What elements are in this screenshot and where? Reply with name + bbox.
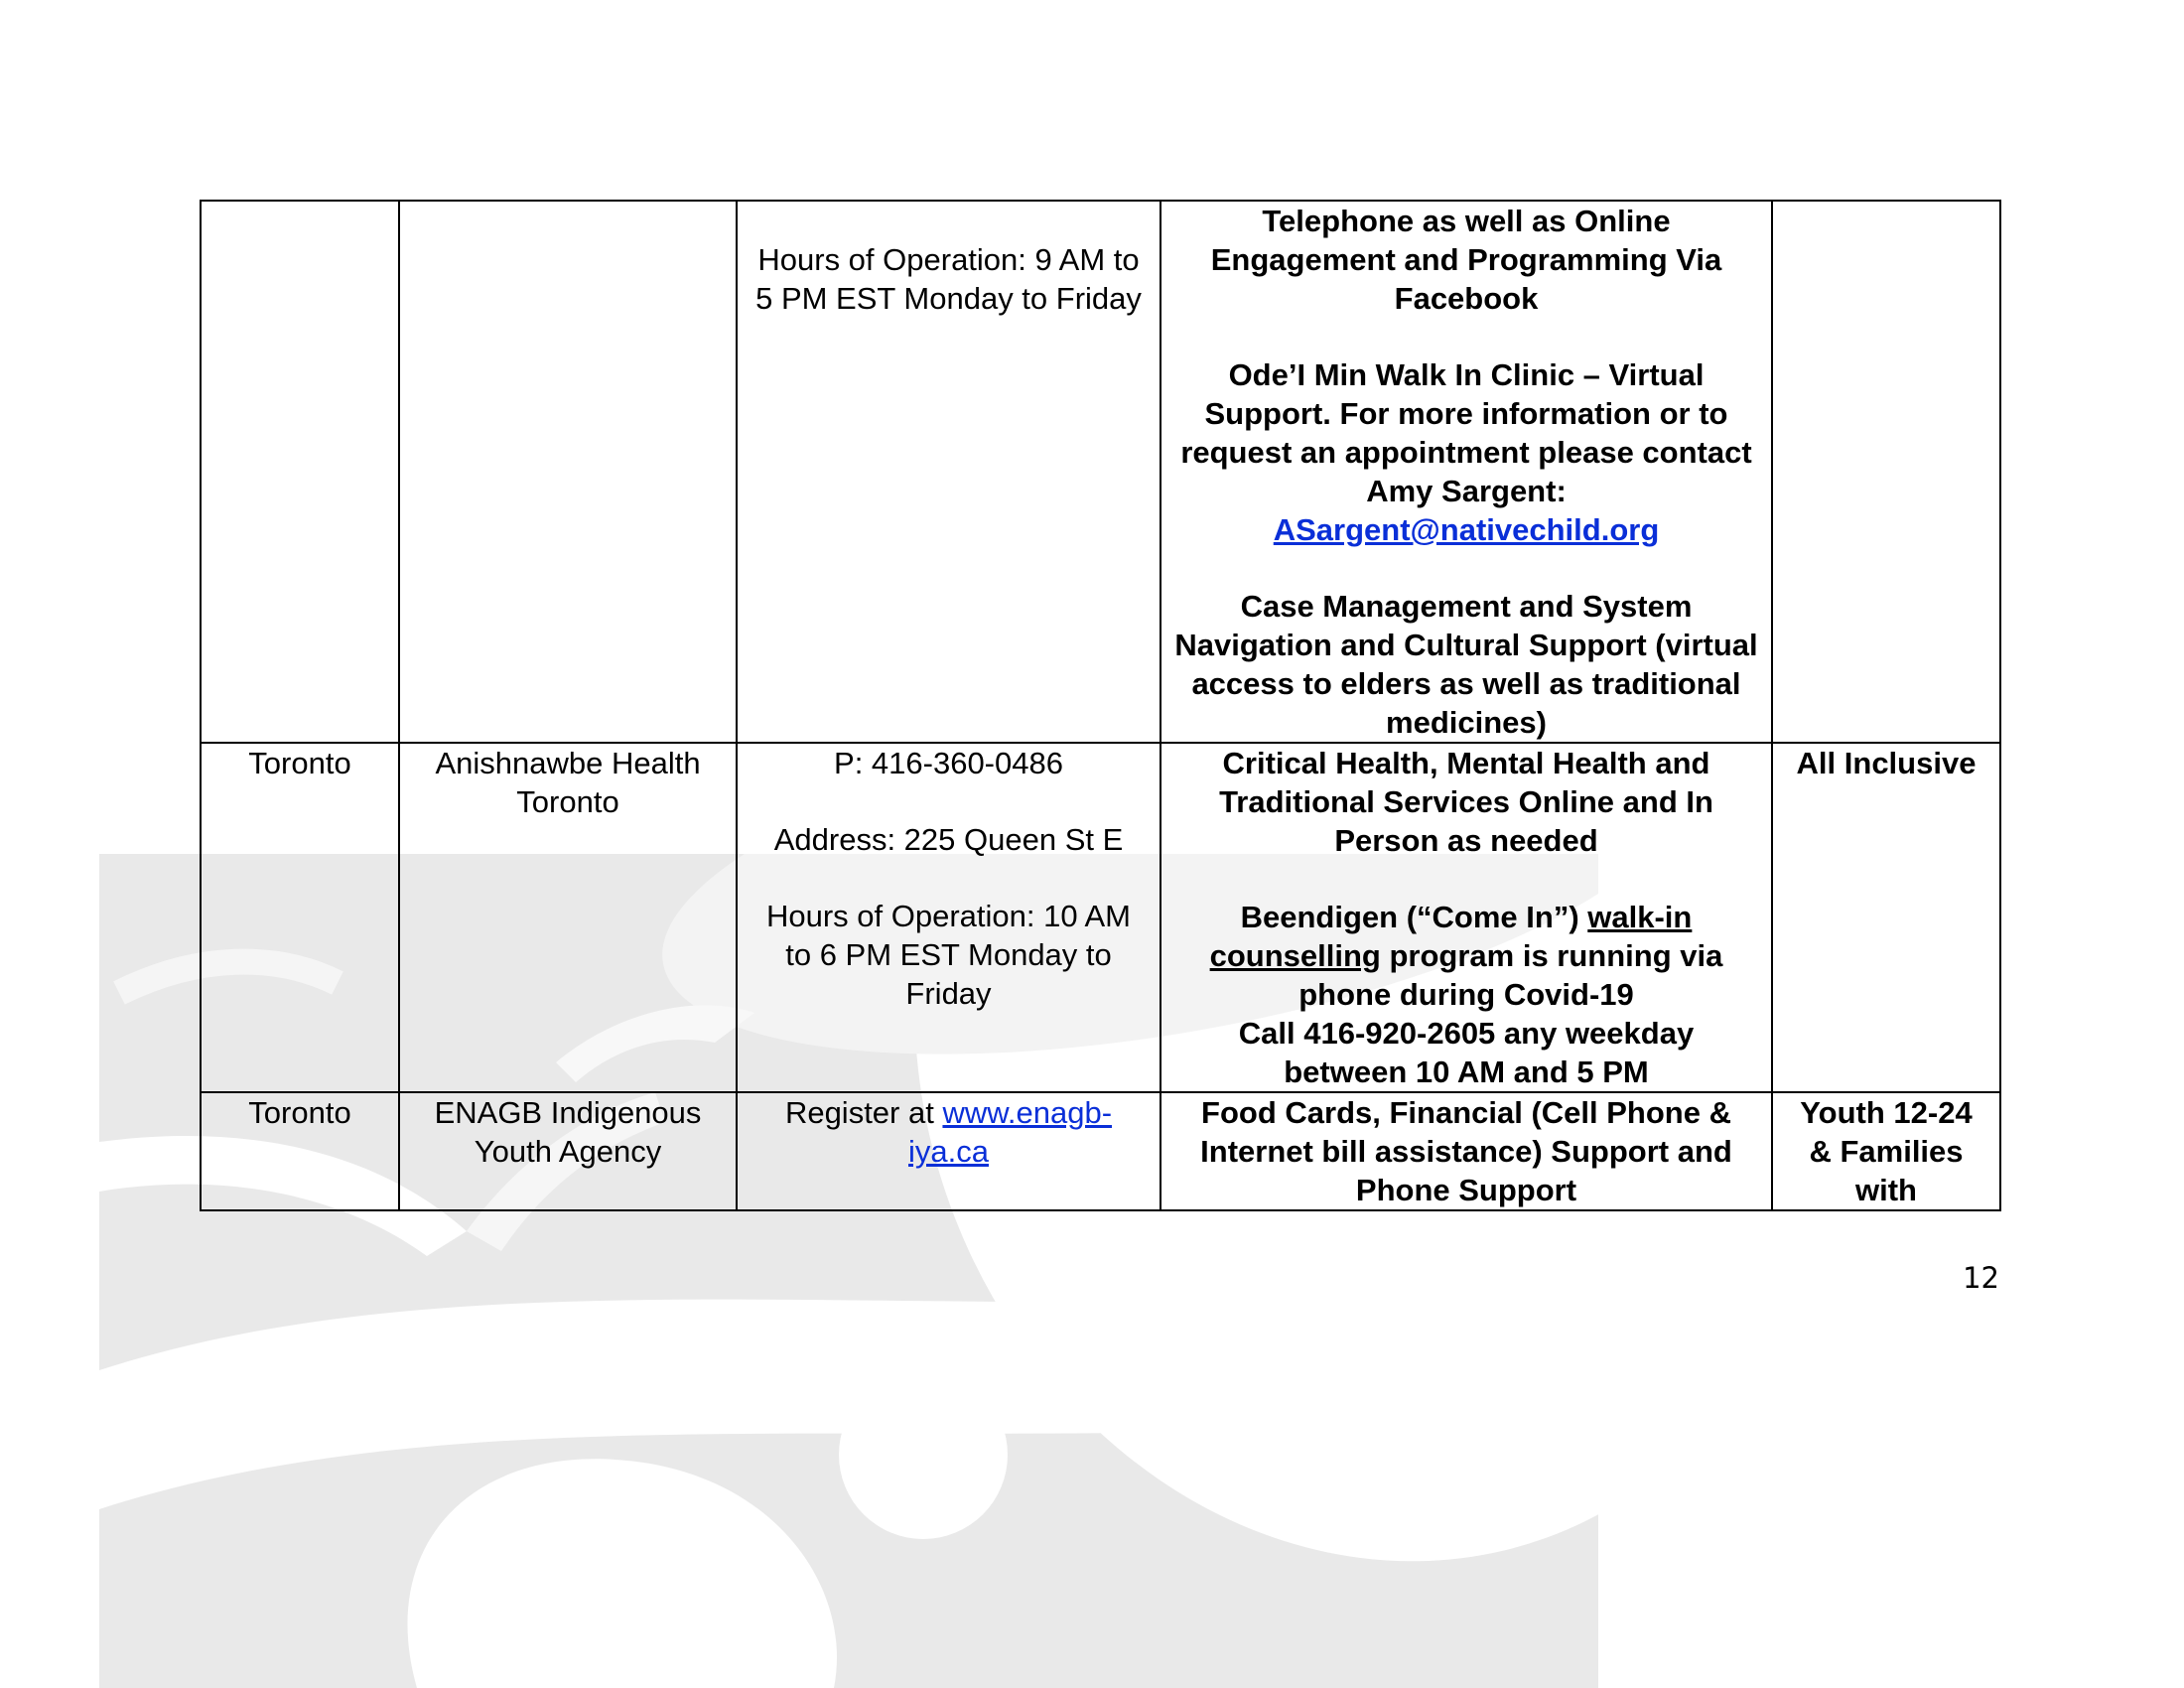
walk-in-counselling-text: walk-in counselling [1209,900,1693,973]
resource-table [200,200,2001,1211]
address-text: Address: 225 Queen St E [773,822,1124,857]
organization-cell: ENAGB Indigenous Youth Agency [399,1092,737,1210]
services-cell [1160,1092,1772,1210]
page-number: 12 [1963,1261,1999,1295]
hours-text: Hours of Operation: 9 AM to 5 PM EST Monday to Friday [755,242,1142,316]
table-row [201,743,2000,1092]
organization-cell [399,201,737,743]
table-row [201,201,2000,743]
contact-cell [737,201,1160,743]
email-link[interactable]: ASargent@nativechild.org [1273,512,1660,547]
region-cell: Toronto [201,1092,399,1210]
services-block: Critical Health, Mental Health and Traditional Services Online and In Person as needed [1219,746,1713,858]
services-block: Telephone as well as Online Engagement and Programming Via Facebook [1210,204,1722,316]
services-cell [1160,201,1772,743]
services-cell [1160,743,1772,1092]
services-block: Call 416-920-2605 any weekday between 10 AM and 5 PM [1238,1016,1695,1089]
contact-cell [737,1092,1160,1210]
population-cell [1772,201,2000,743]
region-cell: Toronto [201,743,399,1092]
table-row [201,1092,2000,1210]
services-block: Food Cards, Financial (Cell Phone & Internet bill assistance) Support and Phone Support [1200,1095,1732,1207]
population-cell: Youth 12-24 & Families with [1772,1092,2000,1210]
website-link[interactable]: www.enagb-iya.ca [908,1095,1113,1169]
population-cell: All Inclusive [1772,743,2000,1092]
organization-cell: Anishnawbe Health Toronto [399,743,737,1092]
register-text: Register at www.enagb-iya.ca [784,1095,1113,1169]
phone-text: P: 416-360-0486 [834,746,1063,780]
contact-cell [737,743,1160,1092]
region-cell [201,201,399,743]
hours-text: Hours of Operation: 10 AM to 6 PM EST Monday to Friday [765,899,1132,1011]
services-block: Ode’I Min Walk In Clinic – Virtual Support. For more information or to request an appointment please contact Amy Sargent: ASargent@nativechild.org [1180,357,1752,547]
services-block: Beendigen (“Come In”) walk-in counselling program is running via phone during Covid-19 [1209,900,1723,1012]
services-block: Case Management and System Navigation and Cultural Support (virtual access to elders as well as traditional medicines) [1174,589,1758,740]
